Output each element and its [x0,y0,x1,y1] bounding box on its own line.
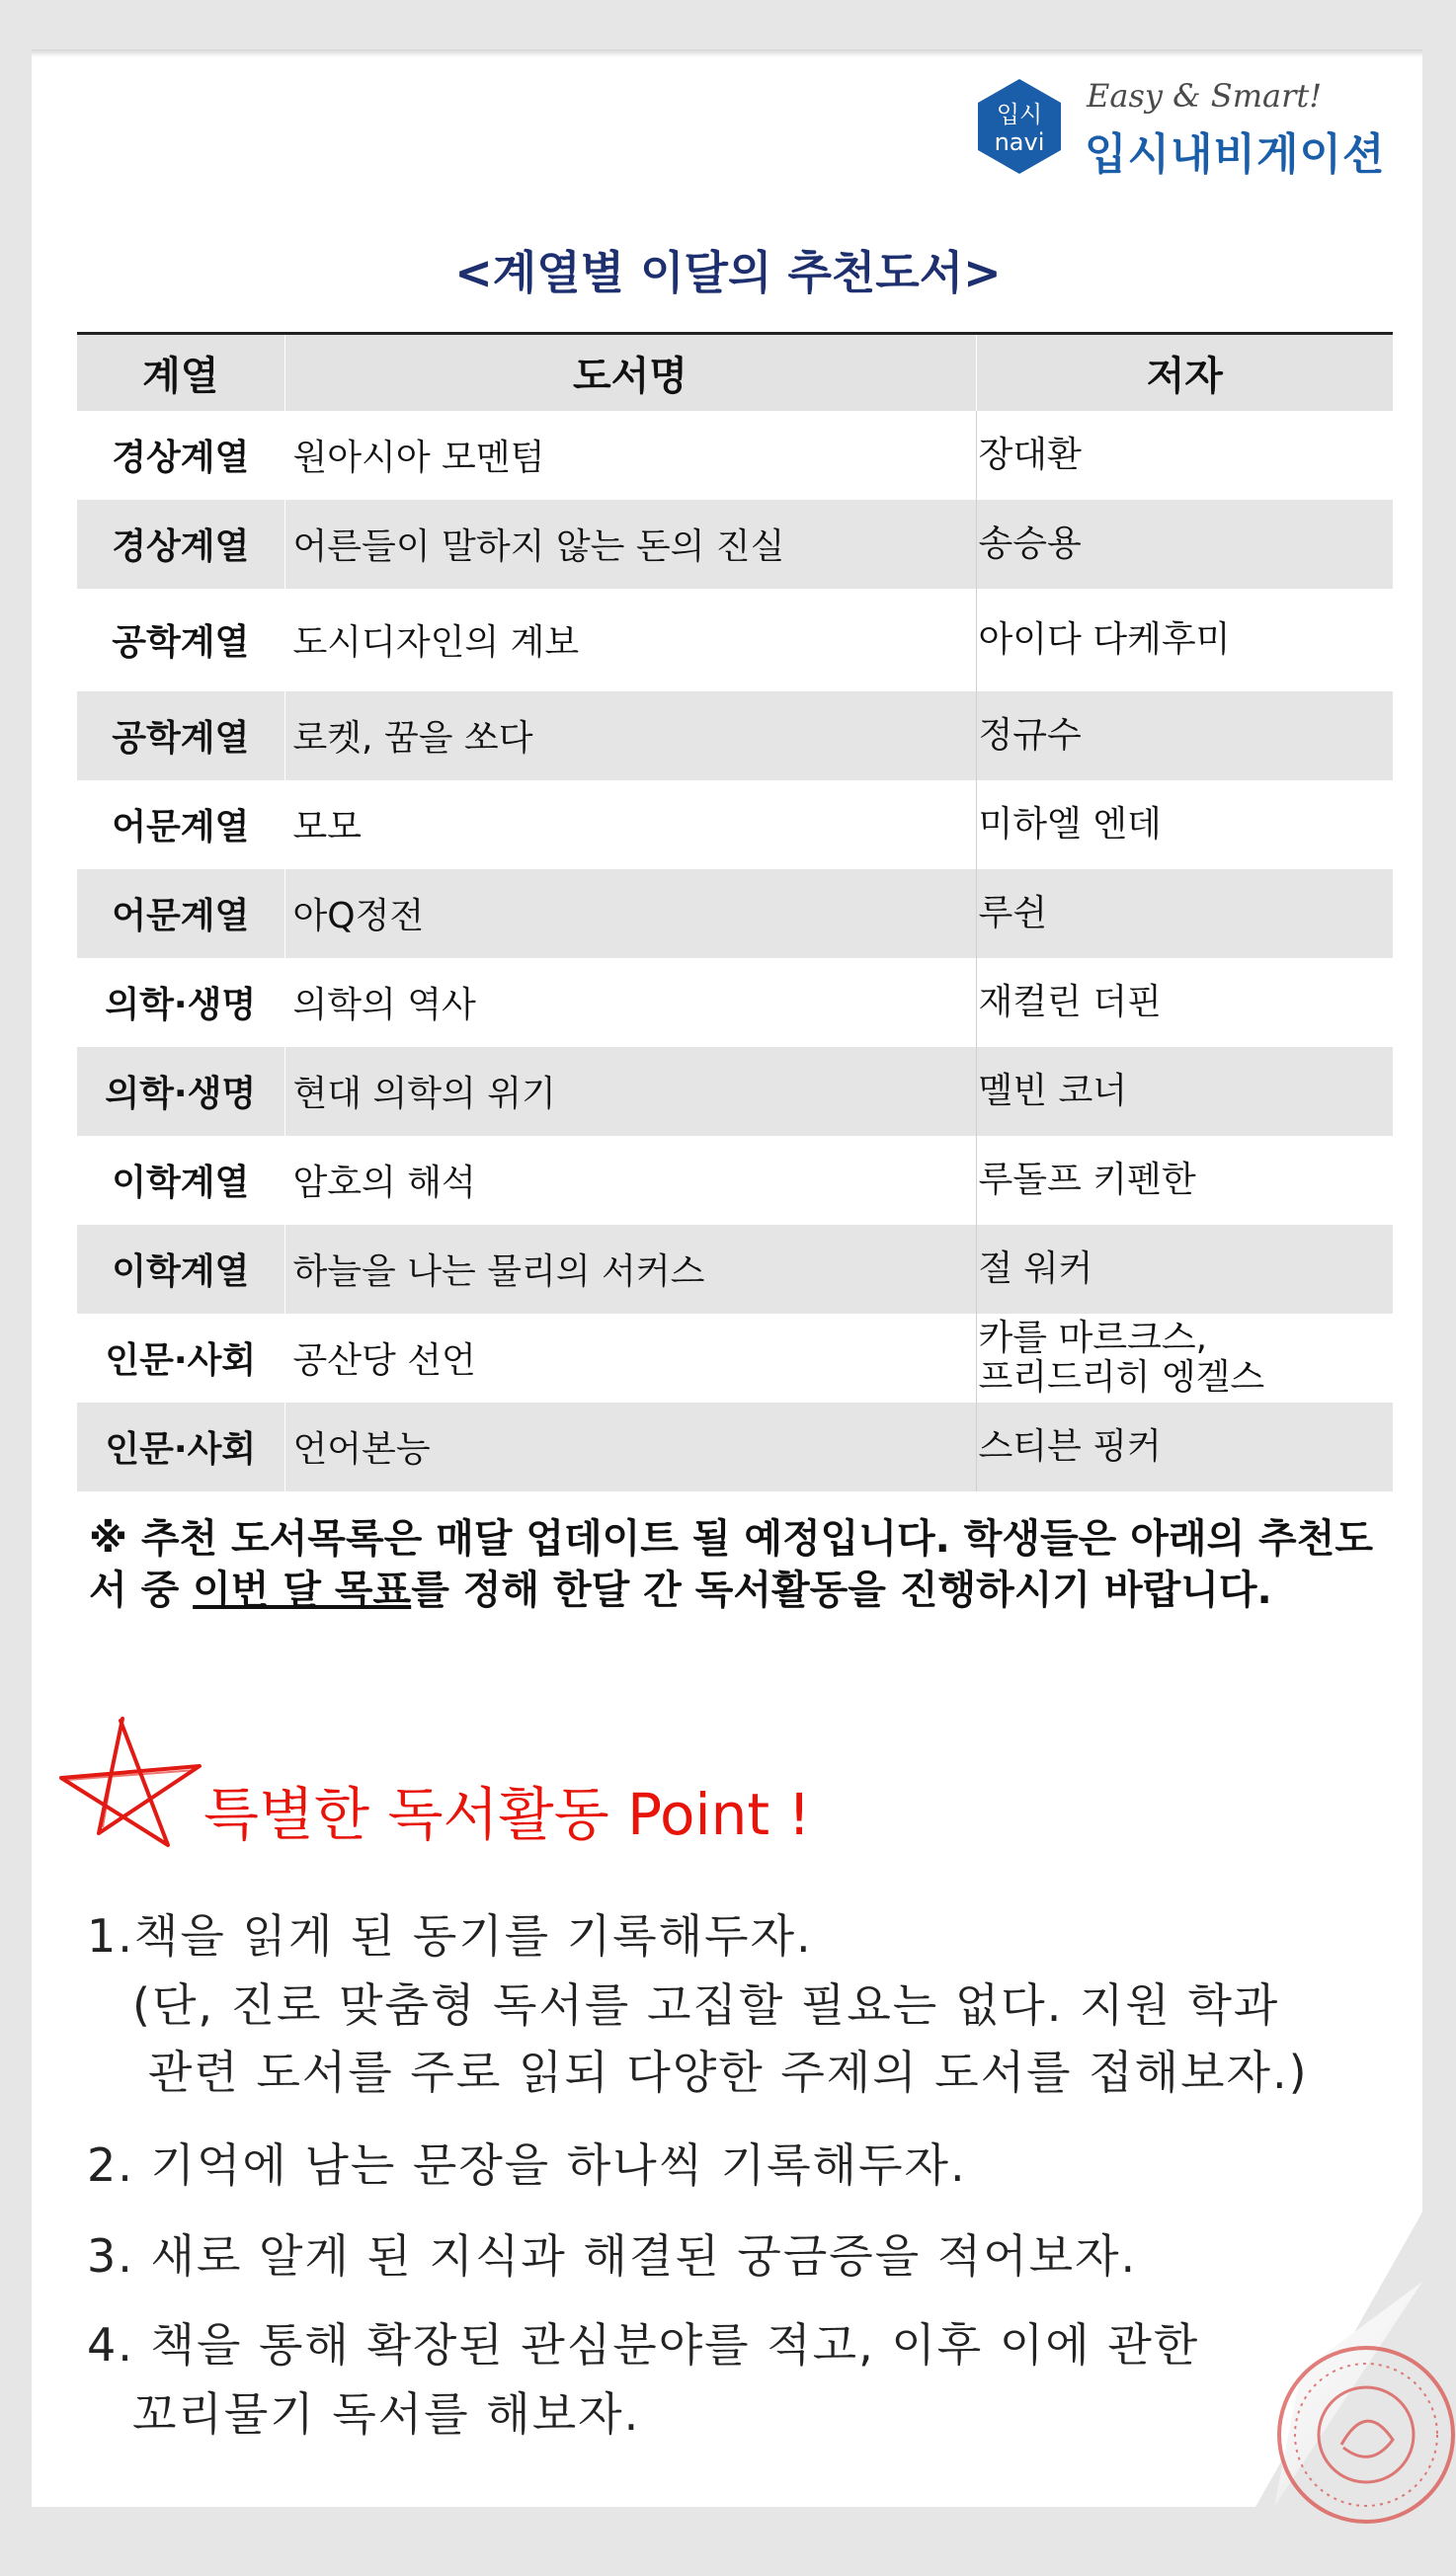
notice-text-part1: ※ 추천 도서목록은 매달 업데이트 될 예정입니다. 학생들은 아래의 추천도서 중 [89,1516,1373,1613]
cell-book: 아Q정전 [284,869,976,958]
hand-drawn-star-icon [51,1707,209,1855]
cell-author: 절 워커 [978,1248,1093,1289]
cell-book: 도시디자인의 계보 [284,589,976,691]
cell-field: 공학계열 [77,691,284,780]
page-title: <계열별 이달의 추천도서> [454,246,1002,299]
cell-book: 어른들이 말하지 않는 돈의 진실 [284,500,976,589]
cell-author: 아이다 다케후미 [978,618,1231,660]
table-row [77,411,1393,500]
recommended-books-table [77,332,1393,1491]
table-row [77,500,1393,589]
cell-author: 루돌프 키펜한 [978,1159,1196,1200]
cell-book: 의학의 역사 [284,958,976,1047]
header-author: 저자 [1146,353,1223,399]
table-row [77,1136,1393,1225]
logo-slogan: Easy & Smart! [1087,77,1323,115]
notice-underlined-goal: 이번 달 목표 [193,1568,412,1613]
cell-book: 로켓, 꿈을 쏘다 [284,691,976,780]
cell-book: 공산당 선언 [284,1314,976,1403]
logo-hexagon-icon [976,77,1063,176]
tip-1-note-line2: 관련 도서를 주로 읽되 다양한 주제의 도서를 접해보자.) [148,2046,1309,2099]
cell-field: 어문계열 [77,780,284,869]
cell-field: 의학·생명 [77,1047,284,1136]
table-row [77,869,1393,958]
update-notice [89,1513,1383,1616]
cell-author: 정규수 [978,714,1082,756]
cell-field: 공학계열 [77,589,284,691]
cell-book: 암호의 해석 [284,1136,976,1225]
tip-4-line1: 4. 책을 통해 확장된 관심분야를 적고, 이후 이에 관한 [87,2318,1200,2372]
logo-name: 입시내비게이션 [1085,129,1386,180]
table-row [77,1047,1393,1136]
table-header-row [77,334,1393,411]
table-row [77,958,1393,1047]
cell-book: 모모 [284,780,976,869]
notice-text-part2: 를 정해 한달 간 독서활동을 진행하시기 바랍니다. [411,1568,1272,1613]
table-row [77,1225,1393,1314]
logo-mark-line2: navi [994,128,1045,156]
cell-author: 멜빈 코너 [978,1070,1128,1111]
cell-author: 루쉰 [978,892,1048,933]
tip-1-note-line1: (단, 진로 맞춤형 독서를 고집할 필요는 없다. 지원 학과 [132,1978,1280,2032]
cell-book: 하늘을 나는 물리의 서커스 [284,1225,976,1314]
header-book-title: 도서명 [284,334,976,411]
cell-field: 경상계열 [77,500,284,589]
tip-2: 2. 기억에 남는 문장을 하나씩 기록해두자. [87,2138,967,2192]
cell-author: 미하엘 엔데 [978,803,1162,845]
cell-field: 어문계열 [77,869,284,958]
cell-book: 언어본능 [284,1403,976,1491]
cell-author: 카를 마르크스, 프리드리히 엥겔스 [978,1317,1265,1398]
table-row [77,1314,1393,1403]
cell-field: 이학계열 [77,1136,284,1225]
logo-mark-line1: 입시 [996,101,1043,128]
cell-field: 인문·사회 [77,1314,284,1403]
cell-book: 현대 의학의 위기 [284,1047,976,1136]
special-activity-title: 특별한 독서활동 Point ! [203,1781,811,1848]
cell-book: 원아시아 모멘텀 [284,411,976,500]
header-field: 계열 [77,334,284,411]
cell-author: 스티븐 핑커 [978,1425,1162,1467]
tip-4-line2: 꼬리물기 독서를 해보자. [132,2387,641,2441]
cell-field: 의학·생명 [77,958,284,1047]
tip-3: 3. 새로 알게 된 지식과 해결된 궁금증을 적어보자. [87,2229,1138,2283]
table-row [77,1403,1393,1491]
cell-field: 경상계열 [77,411,284,500]
table-row [77,691,1393,780]
cell-field: 이학계열 [77,1225,284,1314]
cell-field: 인문·사회 [77,1403,284,1491]
table-row [77,589,1393,691]
cell-author: 송승용 [978,523,1082,564]
seal-stamp-icon [1272,2341,1456,2529]
table-row [77,780,1393,869]
brand-logo [976,77,1411,180]
tip-1: 1.책을 읽게 된 동기를 기록해두자. [87,1909,813,1963]
cell-author: 재컬린 더핀 [978,981,1162,1022]
cell-author: 장대환 [978,434,1082,475]
